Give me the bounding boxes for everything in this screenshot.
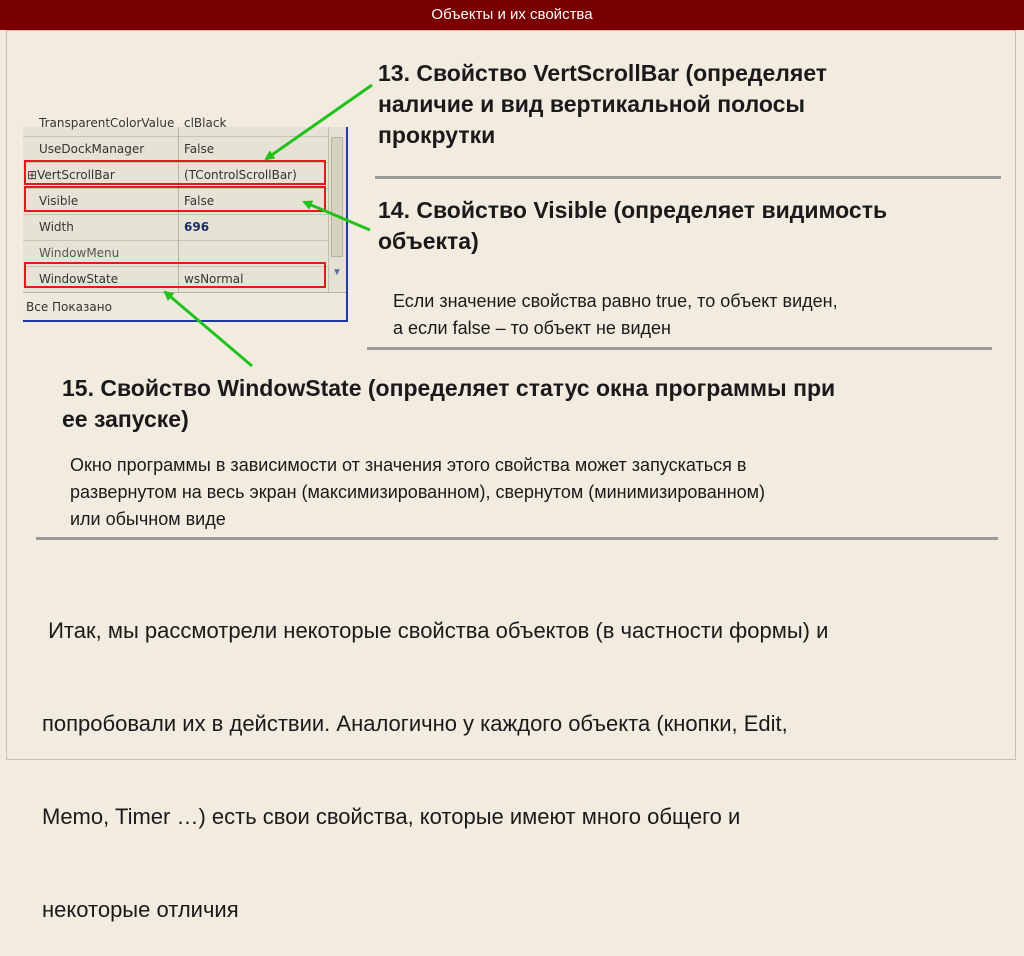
- property-inspector: [23, 116, 348, 322]
- section-13-heading: 13. Свойство VertScrollBar (определяет наличие и вид вертикальной полосы прокрутки: [378, 60, 828, 148]
- property-value: False: [184, 194, 215, 208]
- scroll-down-icon: ▼: [332, 267, 342, 278]
- property-name: Visible: [39, 194, 79, 208]
- slide-title: Объекты и их свойства: [431, 6, 593, 23]
- inspector-scrollbar: [328, 127, 345, 292]
- highlight-vertscrollbar: [24, 160, 326, 185]
- divider-line: [367, 347, 992, 350]
- property-value: (TControlScrollBar): [184, 168, 297, 182]
- property-name: Width: [39, 220, 74, 234]
- inspector-status-bar: Все Показано: [23, 292, 346, 320]
- property-row: [23, 215, 328, 241]
- divider-line: [36, 537, 998, 540]
- property-name: WindowState: [39, 272, 119, 286]
- section-15-heading: 15. Свойство WindowState (определяет статус окна программы при ее запуске): [62, 375, 836, 432]
- section-14-heading: 14. Свойство Visible (определяет видимость объекта): [378, 197, 888, 254]
- property-name: ⊞VertScrollBar: [27, 168, 115, 182]
- property-name: TransparentColorValue: [39, 116, 175, 130]
- section-14-text: Если значение свойства равно true, то объект виден, а если false – то объект не виден: [393, 291, 838, 338]
- summary-paragraph: Итак, мы рассмотрели некоторые свойства объектов (в частности формы) и попробовали их в действии. Аналогично у каждого объекта (кнопки, Edit, Memo, Timer …) есть свои свойства, которые имеют много общего и некоторые отличия: [42, 618, 829, 922]
- slide-title-bar: [0, 0, 1024, 30]
- property-row: [23, 116, 328, 137]
- property-value: clBlack: [184, 116, 227, 130]
- highlight-visible: [24, 186, 326, 212]
- property-value: False: [184, 142, 215, 156]
- property-name: WindowMenu: [39, 246, 120, 260]
- property-value: wsNormal: [184, 272, 244, 286]
- scrollbar-thumb: [331, 137, 343, 257]
- property-name: UseDockManager: [39, 142, 145, 156]
- highlight-windowstate: [24, 262, 326, 288]
- divider-line: [375, 176, 1001, 179]
- section-15-text: Окно программы в зависимости от значения этого свойства может запускаться в развернутом на весь экран (максимизированном), свернутом (минимизированном) или обычном виде: [70, 455, 766, 529]
- property-value: 696: [184, 220, 210, 234]
- expand-plus-icon: ⊞: [27, 168, 38, 182]
